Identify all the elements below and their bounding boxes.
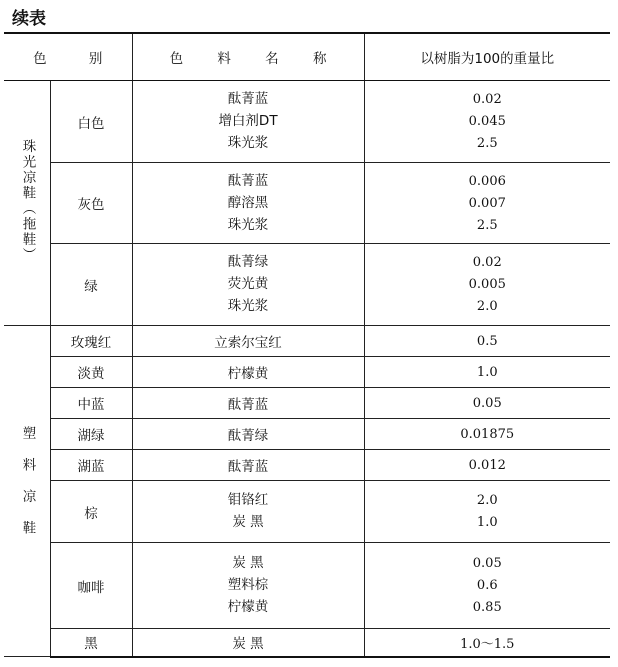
materials-cell: 柠檬黄 (132, 357, 364, 388)
ratios-cell: 0.5 (364, 326, 610, 357)
color-cell: 棕 (50, 481, 132, 543)
ratios-cell: 2.0 1.0 (364, 481, 610, 543)
table-row (4, 450, 610, 481)
table-row (4, 81, 610, 163)
materials-cell: 酞菁蓝 醇溶黑 珠光浆 (132, 163, 364, 244)
header-ratio: 以树脂为100的重量比 (364, 33, 610, 81)
colorant-table (4, 32, 610, 658)
color-cell: 中蓝 (50, 388, 132, 419)
header-row (4, 33, 610, 81)
materials-cell: 酞菁蓝 (132, 388, 364, 419)
color-cell: 白色 (50, 81, 132, 163)
color-cell: 淡黄 (50, 357, 132, 388)
ratios-cell: 0.02 0.005 2.0 (364, 244, 610, 326)
materials-cell: 钼铬红 炭 黑 (132, 481, 364, 543)
ratios-cell: 1.0～1.5 (364, 629, 610, 657)
color-cell: 玫瑰红 (50, 326, 132, 357)
color-cell: 灰色 (50, 163, 132, 244)
table-row (4, 629, 610, 657)
ratios-cell: 0.01875 (364, 419, 610, 450)
table-title: 续表 (12, 9, 46, 29)
table-row (4, 543, 610, 629)
color-cell: 湖绿 (50, 419, 132, 450)
group-label-pearl: 珠光凉鞋（拖鞋） (4, 81, 50, 326)
color-cell: 绿 (50, 244, 132, 326)
group-label-plastic: 塑料凉鞋 (4, 326, 50, 657)
materials-cell: 酞菁绿 荧光黄 珠光浆 (132, 244, 364, 326)
materials-cell: 立索尔宝红 (132, 326, 364, 357)
table-row (4, 163, 610, 244)
table-row (4, 357, 610, 388)
color-cell: 黑 (50, 629, 132, 657)
ratios-cell: 1.0 (364, 357, 610, 388)
ratios-cell: 0.05 (364, 388, 610, 419)
ratios-cell: 0.05 0.6 0.85 (364, 543, 610, 629)
materials-cell: 酞菁蓝 (132, 450, 364, 481)
materials-cell: 炭 黑 塑料棕 柠檬黄 (132, 543, 364, 629)
ratios-cell: 0.006 0.007 2.5 (364, 163, 610, 244)
header-category: 色 别 (4, 33, 132, 81)
table-row (4, 419, 610, 450)
ratios-cell: 0.012 (364, 450, 610, 481)
table-row (4, 481, 610, 543)
materials-cell: 酞菁绿 (132, 419, 364, 450)
table-row (4, 388, 610, 419)
materials-cell: 炭 黑 (132, 629, 364, 657)
materials-cell: 酞菁蓝 增白剂DT 珠光浆 (132, 81, 364, 163)
header-colorant: 色 料 名 称 (132, 33, 364, 81)
table-row (4, 326, 610, 357)
ratios-cell: 0.02 0.045 2.5 (364, 81, 610, 163)
color-cell: 咖啡 (50, 543, 132, 629)
table-row (4, 244, 610, 326)
color-cell: 湖蓝 (50, 450, 132, 481)
